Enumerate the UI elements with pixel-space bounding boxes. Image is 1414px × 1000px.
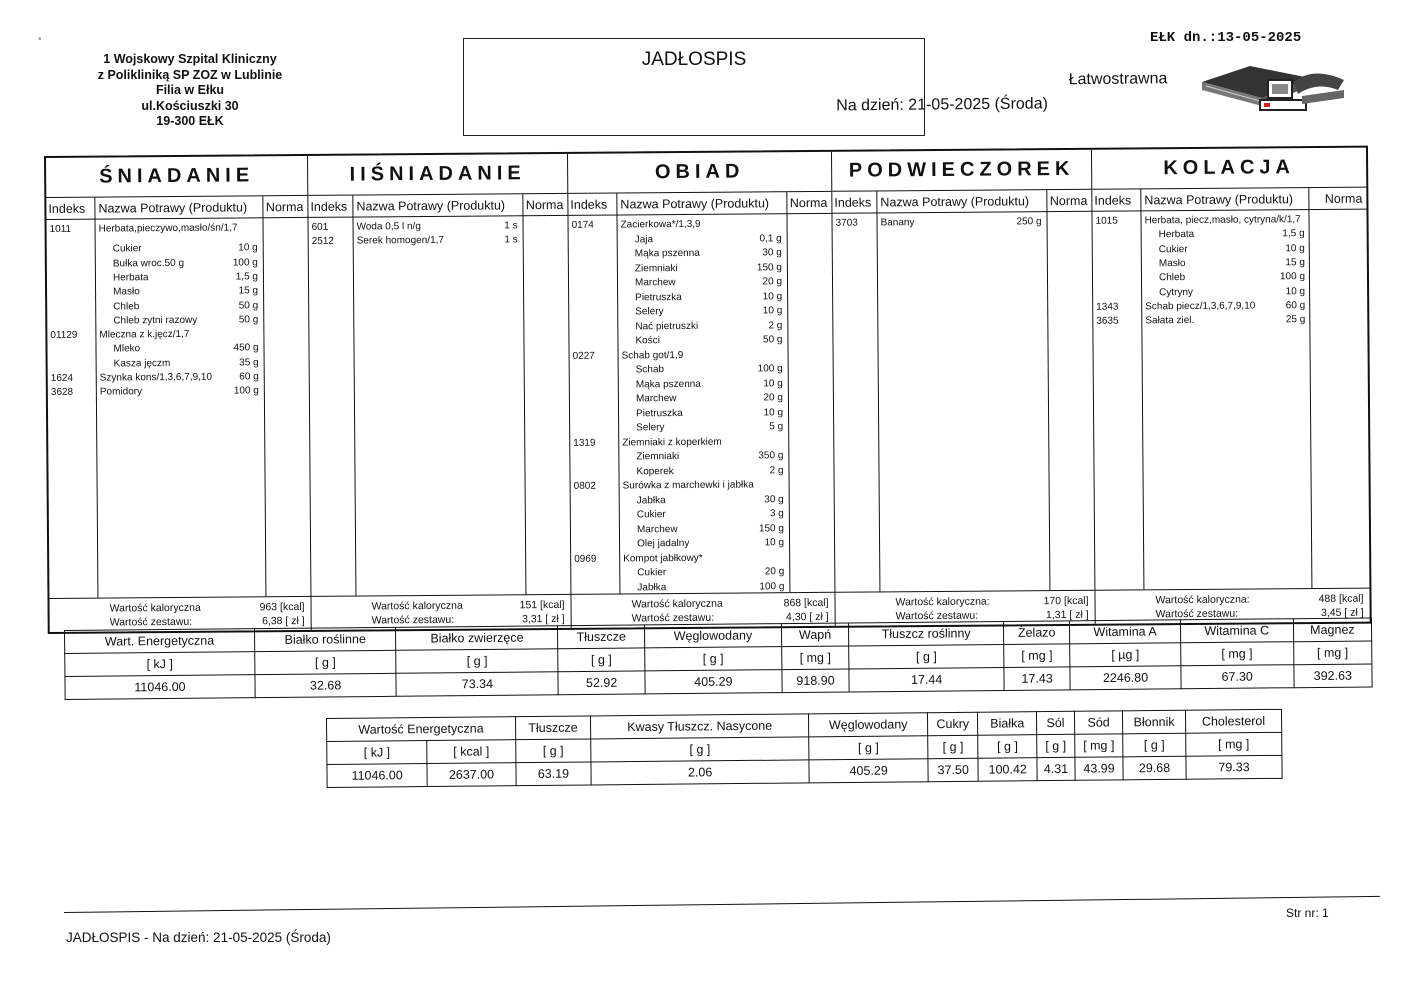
dish-index: 0174 (571, 219, 594, 231)
dish-row (569, 305, 832, 320)
nutrition-table-labeling (326, 709, 1283, 788)
dish-list (47, 218, 311, 600)
dish-name: Chleb zytni razowy (113, 314, 198, 327)
nutrient-unit: [ g ] (928, 735, 979, 758)
nutrient-value: 11046.00 (65, 675, 255, 700)
dish-row (48, 357, 309, 372)
nutrient-value: 52.92 (558, 671, 645, 695)
dish-row (569, 218, 832, 233)
nutrient-value: 17.43 (1004, 667, 1071, 691)
nutrient-value: 2246.80 (1070, 666, 1181, 690)
dish-row (569, 290, 832, 305)
dish-norm: 1 s (504, 220, 518, 232)
dish-row (1093, 214, 1367, 229)
dish-name: Pietruszka (635, 407, 683, 419)
dish-norm: 10 g (238, 242, 258, 254)
dish-row (1093, 285, 1367, 300)
hospital-line: 1 Wojskowy Szpital Kliniczny (103, 52, 277, 66)
dish-name: Herbata, piecz,masło, cytryna/k/1,7 (1144, 214, 1301, 227)
dish-norm: 10 g (1285, 242, 1305, 254)
dish-norm: 10 g (763, 406, 784, 418)
dish-norm: 50 g (762, 334, 783, 346)
column-headers (46, 196, 307, 220)
dish-name: Koperek (636, 465, 674, 477)
nutrient-header: Kwasy Tłuszcz. Nasycone (590, 714, 808, 739)
dish-index: 3703 (835, 217, 858, 229)
dish-list (308, 216, 570, 598)
dish-name: Mąka pszenna (635, 378, 701, 390)
dish-norm: 50 g (238, 299, 259, 311)
kcal-label: Wartość kaloryczna: (1155, 593, 1250, 607)
column-headers (308, 194, 567, 218)
dish-list (568, 214, 834, 596)
kcal-value: 170 [kcal] (1043, 594, 1089, 608)
norm-header: Norma (265, 199, 304, 215)
dish-name: Marchew (634, 277, 676, 289)
nutrient-header: Żelazo (1003, 621, 1070, 645)
set-value: 4,30 [ zł ] (785, 610, 829, 624)
meal-column (308, 154, 572, 630)
nutrient-header: Tłuszcze (558, 625, 645, 649)
nutrient-header: Białka (978, 712, 1037, 736)
dish-norm: 100 g (1279, 271, 1306, 283)
dish-norm: 350 g (758, 450, 784, 462)
dish-norm: 10 g (764, 537, 785, 549)
dish-row (569, 247, 832, 262)
nutrient-value: 2.06 (591, 760, 809, 785)
dish-index: 0802 (573, 480, 596, 492)
dish-norm: 3 g (769, 508, 784, 520)
dish-row (47, 342, 308, 357)
dish-norm: 150 g (756, 261, 782, 273)
dish-norm: 0,1 g (759, 232, 782, 244)
dish-name: Woda 0,5 l n/g (356, 221, 421, 233)
dish-row (47, 299, 308, 314)
nutrient-unit: [ kJ ] (327, 741, 427, 765)
dish-row (309, 234, 568, 249)
dish-row (48, 385, 309, 400)
dish-name: Marchew (635, 393, 677, 405)
dish-name: Zacierkowa*/1,3,9 (620, 218, 701, 231)
dish-norm: 15 g (238, 285, 259, 297)
nutrient-unit: [ g ] (978, 735, 1037, 759)
dish-name: Cukier (636, 509, 666, 521)
dish-norm: 100 g (759, 580, 785, 592)
dish-norm: 30 g (764, 493, 784, 505)
set-label: Wartość zestawu: (895, 609, 979, 623)
nutrient-header: Białko zwierzęce (396, 626, 558, 651)
meal-title: ŚNIADANIE (46, 156, 307, 198)
hospital-line: 19-300 EŁK (156, 114, 224, 128)
dish-index: 0969 (574, 553, 597, 565)
dish-row (569, 334, 832, 349)
kcal-value: 151 [kcal] (519, 598, 565, 612)
nutrient-value: 2637.00 (427, 763, 516, 787)
kcal-label: Wartość kaloryczna (371, 599, 463, 613)
dish-norm: 25 g (1285, 314, 1306, 326)
nutrient-unit: [ g ] (809, 736, 928, 760)
dish-row (309, 220, 568, 235)
set-value: 3,45 [ zł ] (1320, 606, 1364, 619)
nutrient-unit: [ µg ] (1070, 643, 1181, 667)
nutrient-unit: [ g ] (396, 649, 558, 674)
dish-name: Surówka z marchewki i jabłka (622, 479, 754, 492)
nutrient-header: Błonnik (1123, 710, 1186, 734)
dish-name: Cytryny (1159, 286, 1194, 298)
dish-index: 1011 (49, 223, 72, 235)
footer-divider (64, 896, 1380, 913)
dish-name: Herbata (1158, 229, 1195, 241)
book-computer-clipart (1198, 60, 1348, 116)
dish-name: Jaja (634, 233, 654, 245)
dish-index: 2512 (311, 236, 334, 248)
dish-name: Ziemniaki z koperkiem (622, 436, 722, 448)
dish-norm: 20 g (764, 566, 785, 578)
title-box (463, 38, 1168, 136)
dish-name: Sałata ziel. (1145, 315, 1195, 327)
dish-row (570, 377, 833, 392)
name-header: Nazwa Potrawy (Produktu) (1144, 192, 1294, 208)
hospital-line: ul.Kościuszki 30 (141, 98, 239, 113)
dish-row (47, 271, 308, 286)
index-header: Indeks (570, 197, 608, 212)
nutrient-unit: [ kJ ] (65, 652, 255, 677)
dish-name: Olej jadalny (637, 537, 690, 550)
index-header: Indeks (310, 199, 348, 214)
nutrient-value: 79.33 (1186, 755, 1282, 779)
meal-title: PODWIECZOREK (832, 150, 1091, 192)
dish-list (832, 212, 1094, 594)
dish-name: Pomidory (99, 386, 143, 398)
dish-name: Bułka wroc.50 g (112, 257, 185, 270)
meal-summary (49, 596, 310, 632)
dish-norm: 50 g (238, 314, 259, 326)
kcal-value: 963 [kcal] (259, 600, 305, 614)
nutrient-header: Cholesterol (1185, 709, 1281, 733)
dish-name: Herbata (112, 272, 149, 284)
nutrient-value: 73.34 (396, 672, 558, 697)
nutrient-header: Tłuszcze (515, 716, 590, 740)
nutrient-unit: [ mg ] (1186, 732, 1282, 756)
kcal-value: 488 [kcal] (1318, 592, 1364, 606)
document-title: JADŁOSPIS (641, 49, 747, 70)
dish-row (833, 216, 1092, 231)
dish-row (570, 421, 833, 436)
dish-name: Schab got/1,9 (621, 349, 684, 361)
nutrient-unit: [ g ] (849, 644, 1004, 668)
nutrient-unit: [ mg ] (781, 646, 849, 670)
dish-norm: 20 g (763, 392, 783, 404)
nutrient-header: Witamina A (1070, 620, 1181, 644)
dish-name: Herbata,pieczywo,masło/śn/1,7 (98, 222, 238, 235)
dish-norm: 1,5 g (235, 271, 258, 283)
nutrient-header: Węglowodany (809, 713, 928, 737)
nutrient-value: 29.68 (1123, 756, 1186, 780)
set-value: 3,31 [ zł ] (521, 612, 565, 626)
dish-row (47, 285, 308, 300)
dish-index: 3628 (50, 387, 74, 399)
dish-row (47, 257, 308, 272)
diet-name: Łatwostrawna (1068, 70, 1168, 89)
hospital-line: Filia w Ełku (155, 83, 225, 97)
dish-row (1093, 242, 1367, 257)
nutrient-unit: [ g ] (1123, 733, 1186, 757)
nutrient-header: Wart. Energetyczna (65, 629, 255, 654)
dish-norm: 150 g (758, 522, 784, 534)
nutrient-value: 392.63 (1294, 664, 1373, 688)
dish-name: Chleb (113, 300, 140, 312)
dish-name: Szynka kons/1,3,6,7,9,10 (99, 371, 213, 384)
dish-name: Mąka pszenna (634, 247, 700, 260)
name-header: Nazwa Potrawy (Produktu) (620, 196, 770, 212)
nutrient-header: Witamina C (1180, 619, 1293, 643)
kcal-label: Wartość kaloryczna (109, 601, 201, 615)
dish-name: Pietruszka (635, 291, 682, 303)
nutrient-header: Wapń (781, 623, 849, 647)
dish-row (570, 348, 833, 363)
dish-index: 1319 (573, 437, 596, 449)
dish-norm: 20 g (762, 276, 783, 288)
dish-row (1093, 271, 1367, 286)
dish-norm: 60 g (239, 371, 259, 383)
meal-column (1092, 148, 1370, 624)
dish-name: Jabłka (637, 581, 667, 593)
dish-norm: 2 g (768, 319, 783, 331)
dish-name: Masło (113, 286, 140, 298)
set-value: 1,31 [ zł ] (1045, 608, 1089, 622)
dish-row (1093, 299, 1367, 314)
dish-row (571, 522, 834, 537)
dish-row (47, 222, 308, 237)
norm-header: Norma (525, 197, 564, 213)
nutrient-header: Sól (1036, 711, 1074, 734)
nutrient-unit: [ g ] (591, 737, 809, 762)
dish-norm: 1 s (504, 234, 518, 246)
nutrient-header: Tłuszcz roślinny (849, 621, 1004, 645)
dish-norm: 10 g (1285, 285, 1306, 297)
dish-name: Jabłka (636, 494, 666, 506)
dish-row (570, 435, 833, 450)
nutrient-unit: [ g ] (558, 648, 645, 672)
dish-norm: 450 g (233, 342, 259, 354)
dish-index: 1015 (1095, 215, 1118, 227)
dish-norm: 30 g (762, 247, 782, 259)
nutrient-header: Węglowodany (644, 624, 781, 648)
name-header: Nazwa Potrawy (Produktu) (356, 198, 506, 214)
dish-name: Kasza jęczm (113, 357, 171, 370)
dish-name: Chleb (1158, 272, 1186, 284)
dish-row (570, 464, 833, 479)
set-value: 6,38 [ zł ] (262, 614, 305, 628)
meal-title: IIŚNIADANIE (308, 154, 567, 196)
nutrient-unit: [ g ] (1037, 734, 1075, 757)
dish-norm: 100 g (233, 385, 259, 397)
dish-row (47, 314, 308, 329)
meal-title: OBIAD (568, 152, 831, 194)
index-header: Indeks (834, 195, 872, 210)
nutrient-value: 918.90 (782, 669, 850, 693)
dish-name: Serek homogen/1,7 (356, 235, 445, 247)
dish-name: Cukier (112, 243, 142, 255)
nutrient-unit: [ mg ] (1004, 644, 1071, 668)
index-header: Indeks (1094, 193, 1132, 208)
dish-name: Selery (636, 422, 665, 434)
dish-name: Cukier (637, 567, 667, 579)
nutrient-unit: [ g ] (645, 647, 782, 671)
column-headers (1092, 188, 1366, 212)
nutrient-value: 4.31 (1037, 757, 1075, 780)
nutrient-value: 100.42 (978, 758, 1037, 782)
nutrient-unit: [ g ] (515, 739, 590, 763)
dish-name: Mleczna z k.jęcz/1,7 (99, 328, 190, 341)
dish-norm: 10 g (763, 377, 783, 389)
dish-name: Nać pietruszki (635, 320, 699, 332)
dish-row (570, 392, 833, 407)
dish-name: Schab (635, 364, 665, 376)
dish-norm: 2 g (769, 464, 784, 476)
nutrient-value: 11046.00 (327, 764, 427, 788)
kcal-label: Wartość kaloryczna (631, 597, 723, 611)
nutrient-unit: [ kcal ] (427, 740, 516, 764)
dish-row (570, 406, 833, 421)
set-label: Wartość zestawu: (1155, 607, 1239, 621)
meal-title: KOLACJA (1092, 148, 1366, 190)
meal-column (46, 156, 312, 632)
column-headers (832, 190, 1091, 214)
dish-row (571, 551, 834, 566)
meal-column (832, 150, 1096, 626)
dish-name: Selery (635, 306, 664, 318)
dish-norm: 60 g (1285, 299, 1306, 312)
hospital-line: z Polikliniką SP ZOZ w Lublinie (97, 67, 283, 82)
nutrient-value: 32.68 (255, 673, 397, 697)
dish-name: Masło (1158, 257, 1186, 270)
dish-row (1093, 314, 1367, 329)
name-header: Nazwa Potrawy (Produktu) (98, 200, 248, 216)
dish-index: 601 (311, 221, 329, 233)
dish-norm: 100 g (232, 256, 258, 269)
nutrient-header: Białko roślinne (254, 627, 396, 651)
dish-row (570, 363, 833, 378)
nutrient-header: Cukry (928, 712, 979, 735)
dish-row (571, 537, 834, 552)
nutrient-value: 37.50 (928, 758, 979, 781)
norm-header: Norma (789, 195, 828, 211)
dish-name: Ziemniaki (636, 451, 680, 463)
dish-name: Kości (635, 335, 660, 347)
name-header: Nazwa Potrawy (Produktu) (880, 194, 1030, 210)
kcal-value: 868 [kcal] (783, 596, 829, 610)
dish-row (569, 261, 832, 276)
dish-norm: 10 g (762, 305, 783, 317)
nutrient-header: Wartość Energetyczna (327, 717, 516, 742)
dish-norm: 100 g (757, 363, 783, 375)
nutrient-value: 67.30 (1181, 665, 1294, 689)
dish-row (571, 508, 834, 523)
dish-row (48, 371, 309, 386)
dish-name: Kompot jabłkowy* (623, 552, 703, 564)
nutrient-value: 43.99 (1075, 757, 1123, 780)
dish-row (47, 328, 308, 343)
nutrient-value: 63.19 (516, 762, 591, 786)
page-number: Str nr: 1 (1286, 906, 1329, 920)
nutrient-value: 405.29 (645, 670, 782, 694)
set-label: Wartość zestawu: (631, 611, 715, 625)
dish-norm: 10 g (762, 290, 783, 302)
norm-header: Norma (1049, 193, 1088, 209)
dish-row (569, 319, 832, 334)
dish-row (571, 566, 834, 581)
nutrient-unit: [ mg ] (1075, 734, 1123, 757)
nutrient-value: 17.44 (849, 667, 1004, 691)
menu-date: Na dzień: 21-05-2025 (Środa) (836, 95, 1048, 115)
nutrient-unit: [ mg ] (1293, 641, 1372, 665)
dish-name: Banany (880, 217, 915, 229)
dish-index: 1624 (50, 372, 74, 384)
dish-index: 3635 (1096, 315, 1119, 327)
nutrient-value: 405.29 (809, 759, 928, 783)
set-label: Wartość zestawu: (371, 613, 455, 627)
dish-row (1093, 228, 1367, 243)
dish-row (571, 493, 834, 508)
menu-table (44, 146, 1372, 634)
dish-name: Cukier (1158, 243, 1188, 255)
dish-norm: 5 g (769, 421, 784, 433)
nutrient-unit: [ g ] (255, 650, 397, 674)
dish-index: 01129 (50, 329, 78, 342)
set-label: Wartość zestawu: (109, 615, 193, 629)
dish-row (569, 276, 832, 291)
dish-index: 0227 (572, 350, 595, 362)
meal-column (568, 152, 836, 628)
nutrient-header: Magnez (1293, 618, 1372, 642)
document-date: EŁK dn.:13-05-2025 (1150, 30, 1302, 46)
dish-index: 1343 (1096, 301, 1119, 313)
dish-row (47, 242, 308, 257)
dish-norm: 1,5 g (1282, 228, 1305, 240)
dish-name: Marchew (636, 523, 678, 535)
dish-norm: 35 g (239, 357, 259, 369)
nutrient-unit: [ mg ] (1180, 642, 1293, 666)
dish-name: Mleko (113, 343, 141, 355)
column-headers (568, 192, 831, 216)
hospital-address (60, 52, 320, 130)
scan-speck: • (38, 34, 42, 45)
dish-row (571, 479, 834, 494)
footer-text: JADŁOSPIS - Na dzień: 21-05-2025 (Środa) (66, 930, 331, 945)
dish-name: Ziemniaki (634, 262, 678, 274)
dish-name: Schab piecz/1,3,6,7,9,10 (1145, 300, 1256, 313)
index-header: Indeks (48, 201, 86, 216)
norm-header: Norma (1324, 191, 1363, 206)
dish-list (1092, 210, 1369, 592)
dish-norm: 15 g (1285, 256, 1305, 269)
nutrient-header: Sód (1074, 711, 1122, 734)
dish-norm: 250 g (1016, 216, 1042, 228)
dish-row (569, 232, 832, 247)
dish-row (570, 450, 833, 465)
kcal-label: Wartość kaloryczna: (895, 595, 990, 609)
dish-row (1093, 257, 1367, 272)
